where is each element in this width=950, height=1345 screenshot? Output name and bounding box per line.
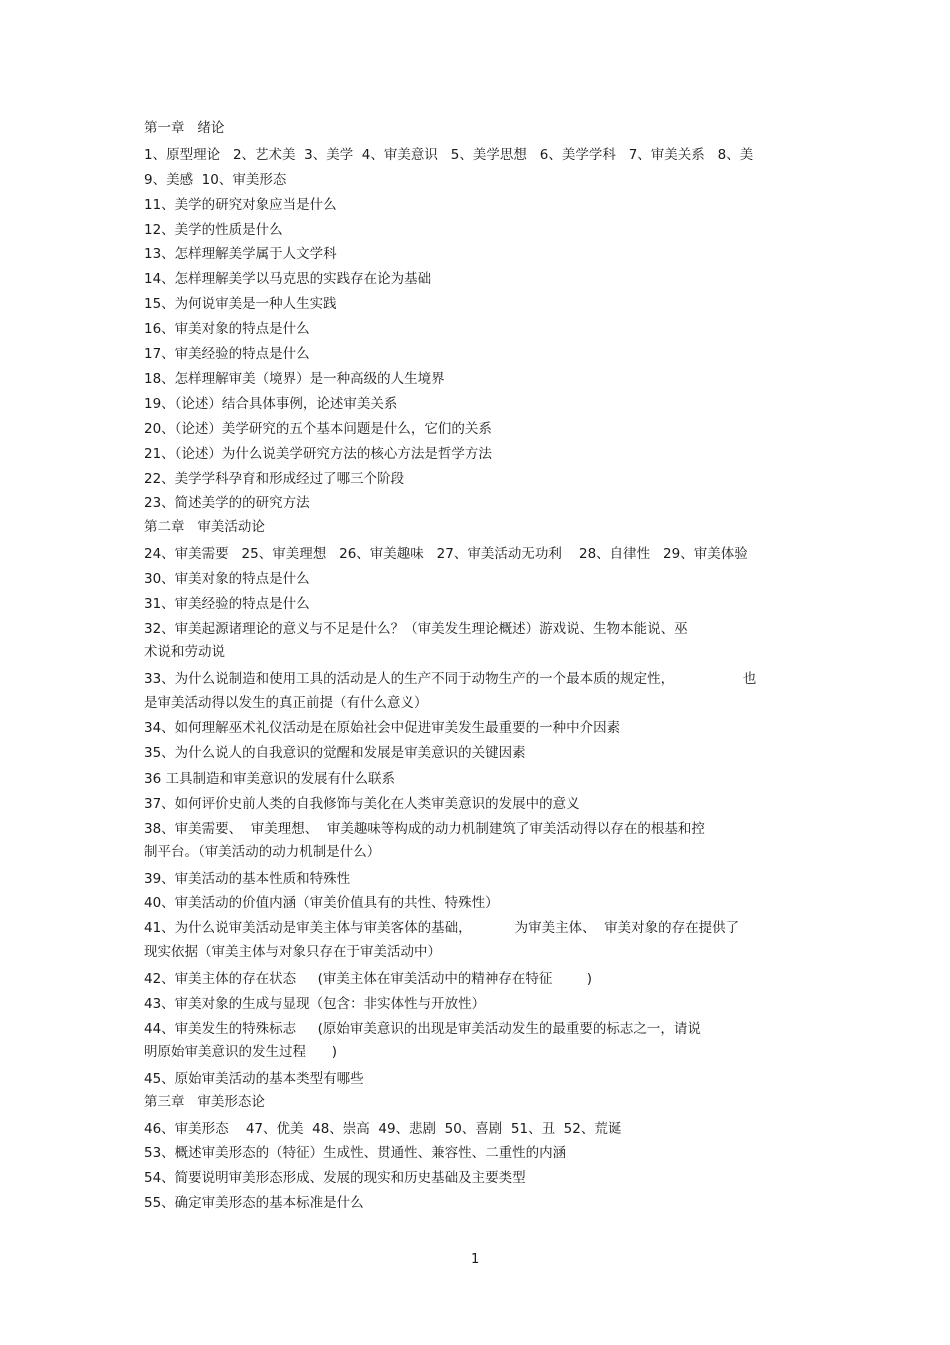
question-item: 1、原型理论 2、艺术美 3、美学 4、审美意识 5、美学思想 6、美学学科 7、审美关系 8、美 — [144, 147, 754, 163]
question-item: 12、美学的性质是什么 — [144, 222, 283, 238]
question-item: 38、审美需要、 审美理想、 审美趣味等构成的动力机制建筑了审美活动得以存在的根基和控 — [144, 821, 705, 837]
question-item: 31、审美经验的特点是什么 — [144, 596, 310, 612]
question-item: 37、如何评价史前人类的自我修饰与美化在人类审美意识的发展中的意义 — [144, 796, 580, 812]
question-item: 33、为什么说制造和使用工具的活动是人的生产不同于动物生产的一个最本质的规定性， 也 — [144, 671, 757, 687]
question-item: 15、为何说审美是一种人生实践 — [144, 296, 337, 312]
question-item: 45、原始审美活动的基本类型有哪些 — [144, 1071, 364, 1087]
question-item: 20、（论述）美学研究的五个基本问题是什么，它们的关系 — [144, 421, 492, 437]
question-item: 11、美学的研究对象应当是什么 — [144, 197, 337, 213]
chapter-heading: 第三章 审美形态论 — [144, 1094, 265, 1110]
question-item: 35、为什么说人的自我意识的觉醒和发展是审美意识的关键因素 — [144, 745, 526, 761]
question-item: 55、确定审美形态的基本标准是什么 — [144, 1195, 364, 1211]
question-item: 43、审美对象的生成与显现（包含：非实体性与开放性） — [144, 996, 486, 1012]
question-item: 21、（论述）为什么说美学研究方法的核心方法是哲学方法 — [144, 446, 492, 462]
question-continuation: 制平台。（审美活动的动力机制是什么） — [144, 844, 381, 860]
question-item: 46、审美形态 47、优美 48、崇高 49、悲剧 50、喜剧 51、丑 52、荒诞 — [144, 1121, 622, 1137]
question-item: 24、审美需要 25、审美理想 26、审美趣味 27、审美活动无功利 28、自律性 29、审美体验 — [144, 546, 748, 562]
question-continuation: 现实依据（审美主体与对象只存在于审美活动中） — [144, 944, 441, 960]
question-item: 13、怎样理解美学属于人文学科 — [144, 246, 337, 262]
question-item: 32、审美起源诸理论的意义与不足是什么？（审美发生理论概述）游戏说、生物本能说、巫 — [144, 621, 688, 637]
question-item: 23、简述美学的的研究方法 — [144, 495, 310, 511]
question-item: 54、简要说明审美形态形成、发展的现实和历史基础及主要类型 — [144, 1170, 526, 1186]
question-continuation: 明原始审美意识的发生过程 ) — [144, 1044, 338, 1060]
question-item: 44、审美发生的特殊标志 (原始审美意识的出现是审美活动发生的最重要的标志之一，请说 — [144, 1021, 701, 1037]
question-item: 30、审美对象的特点是什么 — [144, 571, 310, 587]
question-item: 39、审美活动的基本性质和特殊性 — [144, 871, 351, 887]
page-number: 1 — [471, 1252, 480, 1267]
chapter-heading: 第一章 绪论 — [144, 120, 225, 136]
question-item: 41、为什么说审美活动是审美主体与审美客体的基础， 为审美主体、 审美对象的存在提供了 — [144, 920, 740, 936]
question-item: 22、美学学科孕育和形成经过了哪三个阶段 — [144, 471, 405, 487]
chapter-heading: 第二章 审美活动论 — [144, 519, 265, 535]
question-item: 19、（论述）结合具体事例，论述审美关系 — [144, 396, 398, 412]
question-item: 14、怎样理解美学以马克思的实践存在论为基础 — [144, 271, 432, 287]
question-item: 53、概述审美形态的（特征）生成性、贯通性、兼容性、二重性的内涵 — [144, 1145, 567, 1161]
question-item: 9、美感 10、审美形态 — [144, 172, 287, 188]
question-item: 16、审美对象的特点是什么 — [144, 321, 310, 337]
question-item: 34、如何理解巫术礼仪活动是在原始社会中促进审美发生最重要的一种中介因素 — [144, 720, 621, 736]
question-item: 40、审美活动的价值内涵（审美价值具有的共性、特殊性） — [144, 895, 499, 911]
question-item: 42、审美主体的存在状态 (审美主体在审美活动中的精神存在特征 ) — [144, 971, 592, 987]
question-item: 17、审美经验的特点是什么 — [144, 346, 310, 362]
question-continuation: 术说和劳动说 — [144, 644, 225, 660]
question-item: 18、怎样理解审美（境界）是一种高级的人生境界 — [144, 371, 445, 387]
question-item: 36 工具制造和审美意识的发展有什么联系 — [144, 771, 395, 787]
question-continuation: 是审美活动得以发生的真正前提（有什么意义） — [144, 695, 428, 711]
